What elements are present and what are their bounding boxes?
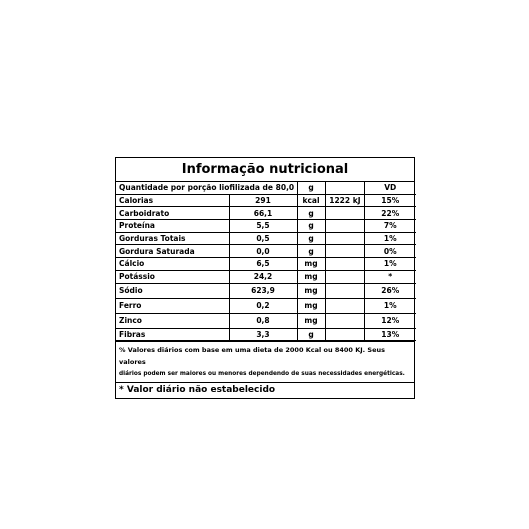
nutrient-unit: mg bbox=[297, 270, 325, 283]
nutrient-row bbox=[116, 270, 416, 283]
nutrient-unit: g bbox=[297, 232, 325, 245]
nutrient-name: Zinco bbox=[116, 313, 229, 328]
nutrient-vd: * bbox=[364, 270, 416, 283]
nutrient-vd: 1% bbox=[364, 298, 416, 313]
nutrient-value: 66,1 bbox=[229, 207, 297, 220]
nutrient-name: Ferro bbox=[116, 298, 229, 313]
nutrient-name: Cálcio bbox=[116, 258, 229, 271]
nutrient-kj bbox=[325, 232, 364, 245]
nutrient-kj bbox=[325, 207, 364, 220]
nutrient-row bbox=[116, 232, 416, 245]
nutrient-kj bbox=[325, 313, 364, 328]
nutrient-row bbox=[116, 220, 416, 233]
nutrient-unit: g bbox=[297, 245, 325, 258]
nutrient-name: Gorduras Totais bbox=[116, 232, 229, 245]
portion-row bbox=[116, 182, 416, 194]
nutrient-vd: 15% bbox=[364, 194, 416, 207]
nutrient-unit: g bbox=[297, 207, 325, 220]
nutrient-row bbox=[116, 283, 416, 298]
nutrient-row bbox=[116, 194, 416, 207]
nutrient-row bbox=[116, 207, 416, 220]
nutrient-row bbox=[116, 258, 416, 271]
nutrient-unit: kcal bbox=[297, 194, 325, 207]
nutrient-name: Potássio bbox=[116, 270, 229, 283]
nutrient-vd: 7% bbox=[364, 220, 416, 233]
nutrient-vd: 1% bbox=[364, 232, 416, 245]
nutrient-kj bbox=[325, 220, 364, 233]
nutrient-unit: mg bbox=[297, 298, 325, 313]
nutrient-value: 623,9 bbox=[229, 283, 297, 298]
nutrient-unit: mg bbox=[297, 283, 325, 298]
nutrient-value: 0,5 bbox=[229, 232, 297, 245]
nutrient-name: Calorias bbox=[116, 194, 229, 207]
nutrient-row bbox=[116, 313, 416, 328]
footnote-line-2: diários podem ser maiores ou menores dependendo de suas necessidades energéticas. bbox=[119, 371, 405, 378]
nutrient-kj bbox=[325, 328, 364, 341]
nutrition-label bbox=[115, 157, 415, 399]
nutrient-kj bbox=[325, 283, 364, 298]
nutrient-vd: 22% bbox=[364, 207, 416, 220]
nutrient-value: 3,3 bbox=[229, 328, 297, 341]
vd-header: VD bbox=[364, 182, 416, 194]
nutrient-vd: 0% bbox=[364, 245, 416, 258]
portion-amount: 80,0 bbox=[275, 183, 295, 193]
nutrient-row bbox=[116, 245, 416, 258]
nutrient-vd: 26% bbox=[364, 283, 416, 298]
nutrient-kj bbox=[325, 270, 364, 283]
footnote-line-1: % Valores diários com base em uma dieta de 2000 Kcal ou 8400 KJ. Seus valores bbox=[119, 346, 385, 367]
footnote bbox=[116, 341, 414, 382]
nutrient-vd: 12% bbox=[364, 313, 416, 328]
portion-unit: g bbox=[297, 182, 325, 194]
nutrient-value: 6,5 bbox=[229, 258, 297, 271]
label-title: Informação nutricional bbox=[116, 158, 414, 182]
portion-label: Quantidade por porção liofilizada de bbox=[119, 183, 274, 193]
nutrient-value: 0,8 bbox=[229, 313, 297, 328]
nutrient-name: Sódio bbox=[116, 283, 229, 298]
nutrient-kj bbox=[325, 258, 364, 271]
nutrient-value: 0,0 bbox=[229, 245, 297, 258]
nutrient-name: Proteína bbox=[116, 220, 229, 233]
nutrition-table bbox=[116, 182, 416, 341]
nutrient-value: 0,2 bbox=[229, 298, 297, 313]
nutrient-kj bbox=[325, 245, 364, 258]
nutrient-unit: mg bbox=[297, 313, 325, 328]
nutrient-value: 24,2 bbox=[229, 270, 297, 283]
nutrient-row bbox=[116, 298, 416, 313]
nutrient-vd: 1% bbox=[364, 258, 416, 271]
nutrient-unit: g bbox=[297, 220, 325, 233]
nutrient-value: 291 bbox=[229, 194, 297, 207]
nutrient-unit: mg bbox=[297, 258, 325, 271]
nutrient-unit: g bbox=[297, 328, 325, 341]
nutrient-vd: 13% bbox=[364, 328, 416, 341]
nutrient-kj: 1222 kJ bbox=[325, 194, 364, 207]
nutrient-name: Fibras bbox=[116, 328, 229, 341]
nutrient-name: Carboidrato bbox=[116, 207, 229, 220]
portion-label-cell bbox=[116, 182, 297, 194]
nutrient-kj bbox=[325, 298, 364, 313]
portion-empty-cell bbox=[325, 182, 364, 194]
nutrient-value: 5,5 bbox=[229, 220, 297, 233]
nutrient-row bbox=[116, 328, 416, 341]
asterisk-note: * Valor diário não estabelecido bbox=[116, 382, 414, 398]
nutrient-name: Gordura Saturada bbox=[116, 245, 229, 258]
